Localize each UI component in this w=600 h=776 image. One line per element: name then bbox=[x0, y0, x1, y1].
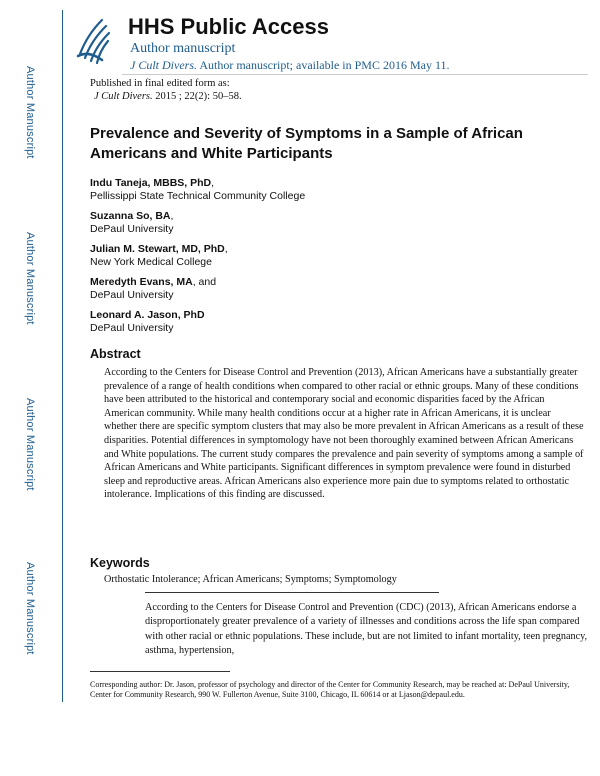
journal-availability bbox=[130, 58, 450, 73]
author-suffix: , bbox=[211, 177, 215, 189]
author-name: Indu Taneja, MBBS, PhD bbox=[90, 177, 212, 189]
author-block bbox=[90, 276, 490, 302]
side-label-author-manuscript: Author Manuscript bbox=[24, 562, 36, 655]
author-name: Leonard A. Jason, PhD bbox=[90, 309, 205, 321]
author-name: Julian M. Stewart, MD, PhD bbox=[90, 243, 225, 255]
published-info bbox=[90, 77, 242, 103]
author-suffix: , and bbox=[192, 276, 217, 288]
author-affiliation: DePaul University bbox=[90, 289, 174, 301]
author-block bbox=[90, 309, 490, 335]
author-block bbox=[90, 210, 490, 236]
citation-text: 2015 ; 22(2): 50–58. bbox=[152, 91, 242, 102]
side-label-author-manuscript: Author Manuscript bbox=[24, 398, 36, 491]
author-block bbox=[90, 177, 490, 203]
abstract-heading: Abstract bbox=[90, 347, 141, 361]
hhs-eagle-logo-icon bbox=[72, 14, 112, 66]
author-affiliation: DePaul University bbox=[90, 223, 174, 235]
author-affiliation: New York Medical College bbox=[90, 256, 212, 268]
published-journal: J Cult Divers. bbox=[94, 91, 153, 102]
author-name: Suzanna So, BA bbox=[90, 210, 171, 222]
article-title: Prevalence and Severity of Symptoms in a Sample of African Americans and White Participants bbox=[90, 125, 523, 162]
author-affiliation: DePaul University bbox=[90, 322, 174, 334]
keywords-text: Orthostatic Intolerance; African Americans; Symptoms; Symptomology bbox=[104, 574, 397, 585]
brand-title: HHS Public Access bbox=[128, 14, 329, 39]
side-label-author-manuscript: Author Manuscript bbox=[24, 66, 36, 159]
side-rule bbox=[62, 10, 63, 702]
footnote-divider bbox=[90, 671, 230, 672]
abstract-text: According to the Centers for Disease Control and Prevention (2013), African Americans have a substantially greater prevalence of a range of health conditions when compared to other racial or ethnic groups. Many of these conditions have been attributed to the historical and contemporary social and economic disparities faced by the African American community. While many health conditions occur at a higher rate in African Americans, it is unclear whether there are specific symptom clusters that may also be more prevalent in African Americans as a result of these disparities. Potential differences in symptomology have not been thoroughly examined between African Americans and White populations. The current study compares the prevalence and pain severity of symptoms among a sample of African Americans and White participants. Significant differences in symptom prevalence were found in disturbed sleep and reproductive areas. African Americans also experience more pain due to symptoms related to orthostatic intolerance. Implications of this finding are discussed. bbox=[104, 367, 584, 501]
journal-abbrev: J Cult Divers. bbox=[130, 58, 197, 72]
manuscript-label: Author manuscript bbox=[130, 41, 236, 56]
keywords-heading: Keywords bbox=[90, 556, 150, 570]
section-divider bbox=[145, 592, 439, 593]
side-label-author-manuscript: Author Manuscript bbox=[24, 232, 36, 325]
author-block bbox=[90, 243, 490, 269]
published-label: Published in final edited form as: bbox=[90, 78, 230, 89]
author-suffix: , bbox=[224, 243, 228, 255]
author-affiliation: Pellissippi State Technical Community College bbox=[90, 190, 306, 202]
corresponding-author-footnote: Corresponding author: Dr. Jason, professor of psychology and director of the Center for Community Research, may be reached at: DePaul University, Center for Community Research, 990 W. Fullerton Avenue, Suite 3100, Chicago, IL 60614 or at Ljason@depaul.edu. bbox=[90, 680, 570, 699]
published-citation bbox=[90, 90, 242, 103]
header bbox=[122, 12, 588, 75]
author-suffix: , bbox=[170, 210, 174, 222]
availability-text: Author manuscript; available in PMC 2016 May 11. bbox=[197, 58, 450, 72]
intro-paragraph: According to the Centers for Disease Control and Prevention (CDC) (2013), African Americans endorse a disproportionately greater prevalence of a variety of illnesses and conditions across the life span compared with other racial or ethnic populations. These include, but are not limited to infant mortality, teen pregnancy, asthma, hypertension, bbox=[145, 602, 588, 657]
author-name: Meredyth Evans, MA bbox=[90, 276, 193, 288]
